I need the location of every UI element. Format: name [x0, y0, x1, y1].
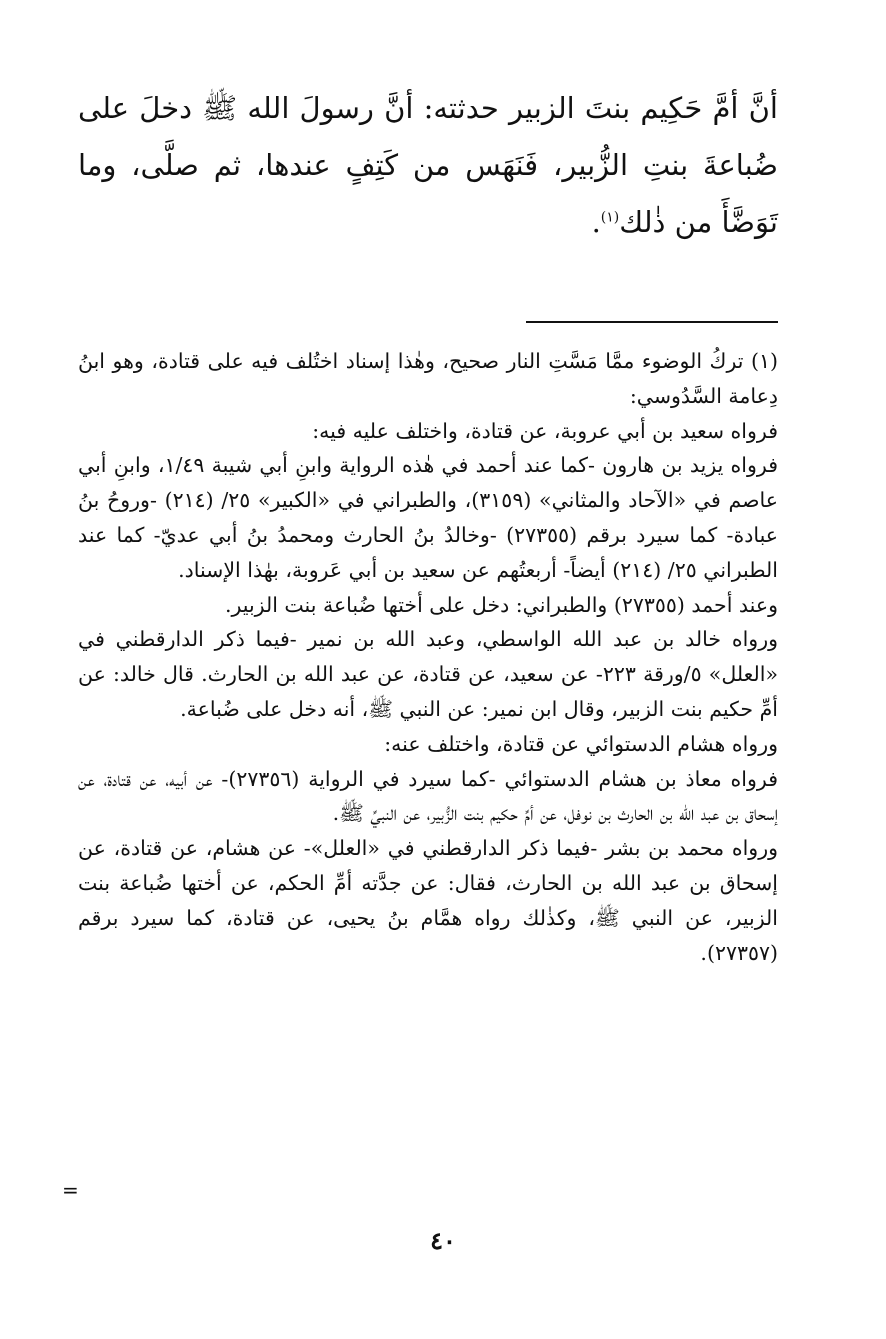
footnote-paragraph-5: ورواه خالد بن عبد الله الواسطي، وعبد الله بن نمير -فيما ذكر الدارقطني في «العلل» ٥/ورقة ٢٢٣- عن سعيد، عن قتادة، عن عبد الله بن الحارث. قال خالد: عن أمِّ حكيم بنت الزبير، وقال ابن نمير: عن النبي ﷺ، أنه دخل على ضُباعة.	[78, 627, 779, 721]
main-text-block	[78, 80, 778, 251]
hadith-paragraph	[78, 80, 778, 251]
footnote-paragraph-4: وعند أحمد (٢٧٣٥٥) والطبراني: دخل على أختها ضُباعة بنت الزبير.	[224, 592, 778, 617]
hadith-body: أنَّ أمَّ حَكِيم بنتَ الزبير حدثته: أنَّ رسولَ الله ﷺ دخلَ على ضُباعةَ بنتِ الزُّبير، فَنَهَس من كَتِفٍ عندها، ثم صلَّى، وما تَوَضَّأَ من ذٰلك	[78, 91, 778, 239]
footnote-paragraph-7: فرواه معاذ بن هشام الدستوائي -كما سيرد في الرواية (٢٧٣٥٦)- عن أبيه، عن قتادة، عن إسحاق بن عبد الله بن الحارث بن نوفل، عن أمِّ حكيم بنت الزُّبير، عن النبيِّ ﷺ.	[78, 766, 778, 826]
page-number: ٤٠	[430, 1226, 456, 1255]
continuation-mark: =	[62, 1178, 79, 1202]
footnote-paragraph-8: ورواه محمد بن بشر -فيما ذكر الدارقطني في «العلل»- عن هشام، عن قتادة، عن إسحاق بن عبد الله بن الحارث، فقال: عن جدَّته أمِّ الحكم، عن أختها ضُباعة بنت الزبير، عن النبي ﷺ، وكذٰلك رواه همَّام بنُ يحيى، عن قتادة، كما سيرد برقم (٢٧٣٥٧).	[78, 836, 778, 965]
hadith-end: .	[591, 205, 601, 239]
footnote-paragraph-3: فرواه يزيد بن هارون -كما عند أحمد في هٰذه الرواية وابنِ أبي شيبة ١/٤٩، وابنِ أبي عاصم في «الآحاد والمثاني» (٣١٥٩)، والطبراني في «الكبير» ٢٥/ (٢١٤) -وروحُ بنُ عبادة- كما سيرد برقم (٢٧٣٥٥) -وخالدُ بنُ الحارث ومحمدُ بنُ أبي عديّ- كما عند الطبراني ٢٥/ (٢١٤) أيضاً- أربعتُهم عن سعيد بن أبي عَروبة، بهٰذا الإسناد.	[78, 453, 779, 582]
footnote-paragraph-6: ورواه هشام الدستوائي عن قتادة، واختلف عنه:	[384, 731, 778, 756]
footnote-marker: (١)	[600, 209, 620, 226]
footnote-paragraph-2: فرواه سعيد بن أبي عروبة، عن قتادة، واختلف عليه فيه:	[312, 418, 778, 443]
hadith-text	[78, 80, 778, 251]
footnotes-block	[78, 344, 778, 970]
footnote-separator	[526, 321, 778, 323]
footnote-paragraph-1: (١) تركُ الوضوء ممَّا مَسَّتِ النار صحيح، وهٰذا إسناد اختُلف فيه على قتادة، وهو ابنُ دِعامة السَّدُوسي:	[78, 349, 778, 408]
